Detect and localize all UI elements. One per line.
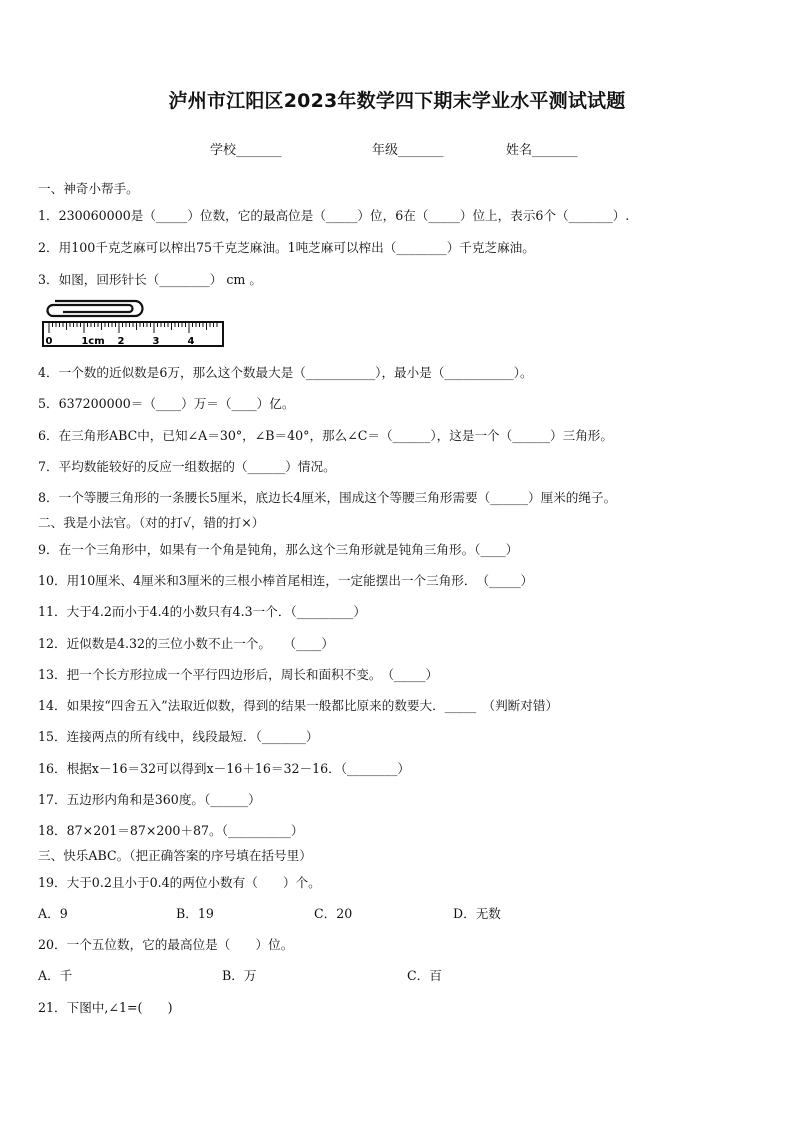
section-1-heading: 一、神奇小帮手。 [38,181,139,196]
question-3: 3．如图，回形针长（________） cm 。 [38,272,262,287]
question-6: 6．在三角形ABC中，已知∠A＝30°，∠B＝40°，那么∠C＝（______），这是一个（______）三角形。 [38,428,613,443]
question-5: 5．637200000＝（____）万＝（____）亿。 [38,396,295,411]
question-20: 20．一个五位数，它的最高位是（ ）位。 [38,937,294,952]
question-8: 8．一个等腰三角形的一条腰长5厘米，底边长4厘米，围成这个等腰三角形需要（______）厘米的绳子。 [38,490,617,505]
q20-option-b: B．万 [222,968,257,983]
question-4: 4．一个数的近似数是6万，那么这个数最大是（___________），最小是（___________）。 [38,365,533,380]
q19-option-b: B．19 [176,906,214,921]
question-12: 12．近似数是4.32的三位小数不止一个。 （____） [38,636,334,651]
question-9: 9．在一个三角形中，如果有一个角是钝角，那么这个三角形就是钝角三角形。（____） [38,542,519,557]
ruler-label-2: 2 [117,336,125,347]
question-2: 2．用100千克芝麻可以榨出75千克芝麻油。1吨芝麻可以榨出（________）千克芝麻油。 [38,240,535,255]
q19-option-a: A．9 [38,906,68,921]
q20-option-c: C．百 [407,968,442,983]
q19-option-d: D．无数 [453,906,501,921]
ruler-label-0: 0 [45,336,53,347]
ruler-label-1cm: 1cm [81,336,105,347]
question-10: 10．用10厘米、4厘米和3厘米的三根小棒首尾相连，一定能摆出一个三角形． （_____） [38,573,534,588]
ruler-label-4: 4 [187,336,195,347]
q20-option-a: A．千 [38,968,73,983]
question-21: 21．下图中,∠1=( ) [38,1000,173,1015]
ruler-paperclip-figure [41,296,226,348]
q19-option-c: C．20 [314,906,353,921]
page-title: 泸州市江阳区2023年数学四下期末学业水平测试试题 [168,90,626,112]
question-14: 14．如果按“四舍五入”法取近似数，得到的结果一般都比原来的数要大．_____ （判断对错） [38,698,559,713]
question-18: 18．87×201＝87×200＋87。（__________） [38,823,304,838]
question-19: 19．大于0.2且小于0.4的两位小数有（ ）个。 [38,875,321,890]
question-15: 15．连接两点的所有线中，线段最短．（_______） [38,729,319,744]
question-17: 17．五边形内角和是360度。（______） [38,792,261,807]
section-2-heading: 二、我是小法官。（对的打√，错的打×） [38,515,265,530]
question-16: 16．根据x－16＝32可以得到x－16＋16＝32－16．（________） [38,761,410,776]
question-11: 11．大于4.2而小于4.4的小数只有4.3一个．（_________） [38,604,366,619]
school-field: 学校_______ [210,143,282,158]
section-3-heading: 三、快乐ABC。（把正确答案的序号填在括号里） [38,848,312,863]
name-field: 姓名_______ [506,143,578,158]
question-1: 1．230060000是（_____）位数，它的最高位是（_____）位，6在（_____）位上，表示6个（_______）. [38,208,630,223]
question-7: 7．平均数能较好的反应一组数据的（______）情况。 [38,459,336,474]
ruler-label-3: 3 [152,336,160,347]
question-13: 13．把一个长方形拉成一个平行四边形后，周长和面积不变。 （_____） [38,667,439,682]
paperclip-shape [48,301,143,316]
grade-field: 年级_______ [372,143,444,158]
